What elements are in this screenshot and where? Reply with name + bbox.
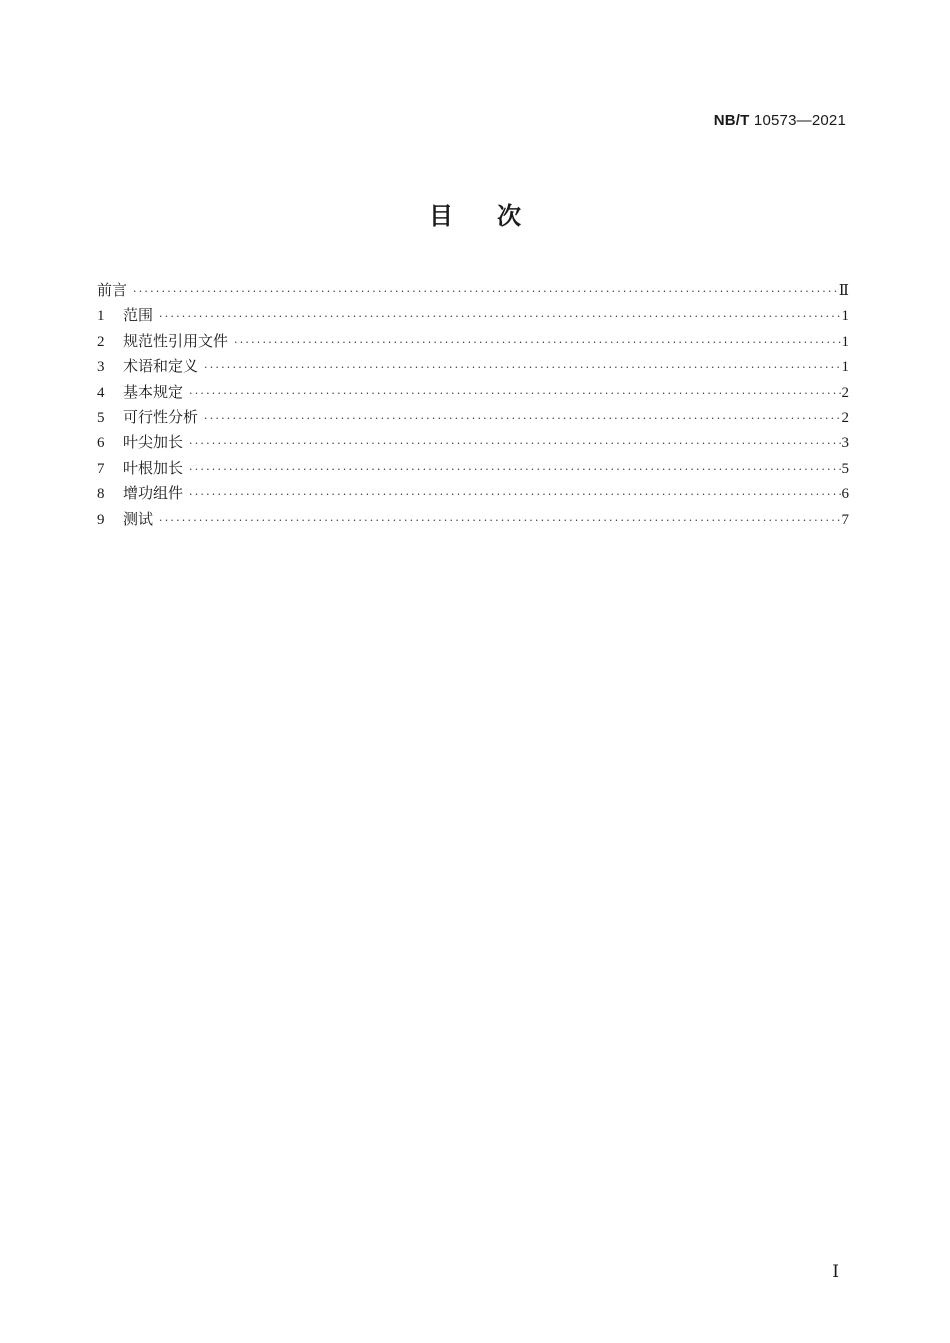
toc-leader-dots	[204, 355, 840, 380]
toc-entry-label: 叶尖加长	[123, 433, 184, 452]
toc-leader-dots	[189, 482, 840, 507]
toc-entry-label: 范围	[123, 306, 154, 325]
toc-entry-page: 1	[841, 308, 849, 325]
toc-entry-number: 6	[97, 435, 105, 452]
toc-entry-2[interactable]	[97, 329, 849, 354]
toc-entry-number: 9	[97, 511, 105, 528]
toc-entry-3[interactable]	[97, 354, 849, 379]
toc-entry-number: 2	[97, 333, 105, 350]
toc-entry-5[interactable]	[97, 405, 849, 430]
toc-leader-dots	[189, 431, 840, 456]
toc-entry-label: 测试	[123, 509, 154, 528]
toc-entry-label: 叶根加长	[123, 458, 184, 477]
toc-entry-page: 7	[841, 511, 849, 528]
toc-entry-9[interactable]	[97, 507, 849, 532]
toc-entry-label: 可行性分析	[123, 407, 199, 426]
standard-code	[714, 112, 846, 129]
toc-entry-foreword[interactable]	[97, 278, 849, 303]
toc-entry-page: 1	[841, 333, 849, 350]
standard-prefix: NB/T	[713, 112, 750, 129]
toc-entry-number: 4	[97, 384, 105, 401]
toc-entry-label: 术语和定义	[123, 357, 199, 376]
toc-leader-dots	[159, 304, 840, 329]
toc-entry-6[interactable]	[97, 430, 849, 455]
toc-entry-page: 2	[841, 409, 849, 426]
toc-leader-dots	[189, 381, 840, 406]
toc-entry-4[interactable]	[97, 380, 849, 405]
table-of-contents	[97, 278, 849, 532]
toc-entry-label: 基本规定	[123, 382, 184, 401]
toc-entry-number: 5	[97, 409, 105, 426]
toc-entry-7[interactable]	[97, 456, 849, 481]
toc-entry-page: 3	[841, 435, 849, 452]
toc-entry-label: 规范性引用文件	[123, 331, 229, 350]
toc-entry-number: 1	[97, 308, 105, 325]
toc-entry-number: 8	[97, 486, 105, 503]
toc-entry-number: 3	[97, 359, 105, 376]
toc-entry-number: 7	[97, 460, 105, 477]
toc-entry-label: 增功组件	[123, 484, 184, 503]
page-number: Ⅰ	[832, 1262, 839, 1281]
toc-leader-dots	[159, 508, 840, 533]
toc-entry-1[interactable]	[97, 303, 849, 328]
toc-entry-page: 5	[841, 460, 849, 477]
toc-leader-dots	[189, 457, 840, 482]
toc-entry-page: Ⅱ	[838, 283, 849, 299]
toc-entry-page: 2	[841, 384, 849, 401]
toc-entry-page: 1	[841, 359, 849, 376]
toc-entry-page: 6	[841, 486, 849, 503]
toc-leader-dots	[133, 279, 838, 304]
toc-leader-dots	[234, 330, 840, 355]
toc-title: 目次	[429, 202, 565, 230]
toc-entry-8[interactable]	[97, 481, 849, 506]
toc-entry-label: 前言	[97, 281, 128, 299]
standard-number: 10573—2021	[753, 112, 846, 129]
toc-leader-dots	[204, 406, 840, 431]
